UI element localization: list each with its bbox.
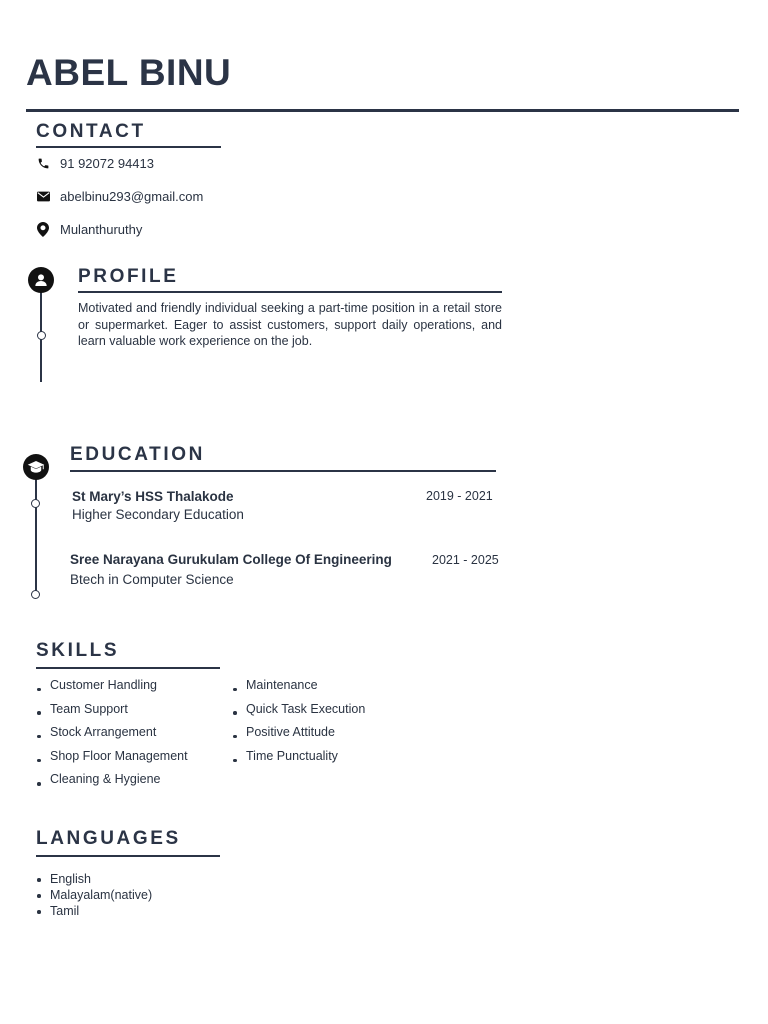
skill-item: Stock Arrangement <box>36 725 188 749</box>
education-degree-2: Btech in Computer Science <box>70 572 234 587</box>
education-timeline-line <box>35 475 37 593</box>
location-text: Mulanthuruthy <box>60 222 143 237</box>
languages-list <box>36 872 152 921</box>
envelope-icon <box>36 190 50 204</box>
phone-icon <box>36 157 50 171</box>
profile-badge <box>28 267 54 293</box>
skills-list-left <box>36 678 188 796</box>
resume-name: ABEL BINU <box>26 52 232 93</box>
contact-location <box>36 222 142 237</box>
skills-divider <box>36 667 220 669</box>
profile-timeline-dot <box>37 331 46 340</box>
user-icon <box>33 272 49 288</box>
skill-item: Time Punctuality <box>232 749 365 773</box>
skills-title: SKILLS <box>36 640 120 661</box>
skill-item: Maintenance <box>232 678 365 702</box>
profile-divider <box>78 291 502 293</box>
contact-title: CONTACT <box>36 121 146 142</box>
skill-item: Cleaning & Hygiene <box>36 772 188 796</box>
education-dot-2 <box>31 590 40 599</box>
phone-number: 91 92072 94413 <box>60 156 154 171</box>
map-pin-icon <box>36 223 50 237</box>
education-degree-1: Higher Secondary Education <box>72 507 244 522</box>
skill-item: Shop Floor Management <box>36 749 188 773</box>
profile-summary: Motivated and friendly individual seeking a part-time position in a retail store or supermarket. Eager to assist customers, support daily operations, and learn valuable work experience on the job. <box>78 301 502 348</box>
skill-item: Customer Handling <box>36 678 188 702</box>
education-years-1: 2019 - 2021 <box>426 489 493 503</box>
name-divider <box>26 109 739 112</box>
skill-item: Positive Attitude <box>232 725 365 749</box>
languages-divider <box>36 855 220 857</box>
language-item: English <box>36 872 152 888</box>
graduation-cap-icon <box>27 460 45 474</box>
education-school-2: Sree Narayana Gurukulam College Of Engineering <box>70 552 392 567</box>
email-address: abelbinu293@gmail.com <box>60 189 204 204</box>
education-title: EDUCATION <box>70 444 205 465</box>
language-item: Malayalam(native) <box>36 888 152 904</box>
language-item: Tamil <box>36 904 152 920</box>
profile-title: PROFILE <box>78 266 179 287</box>
contact-divider <box>36 146 221 148</box>
skill-item: Team Support <box>36 702 188 726</box>
skill-item: Quick Task Execution <box>232 702 365 726</box>
skills-list-right <box>232 678 365 772</box>
education-badge <box>23 454 49 480</box>
education-dot-1 <box>31 499 40 508</box>
contact-phone <box>36 156 154 171</box>
education-years-2: 2021 - 2025 <box>432 553 499 567</box>
education-divider <box>70 470 496 472</box>
education-school-1: St Mary’s HSS Thalakode <box>72 489 234 504</box>
contact-email <box>36 189 203 204</box>
languages-title: LANGUAGES <box>36 828 181 849</box>
